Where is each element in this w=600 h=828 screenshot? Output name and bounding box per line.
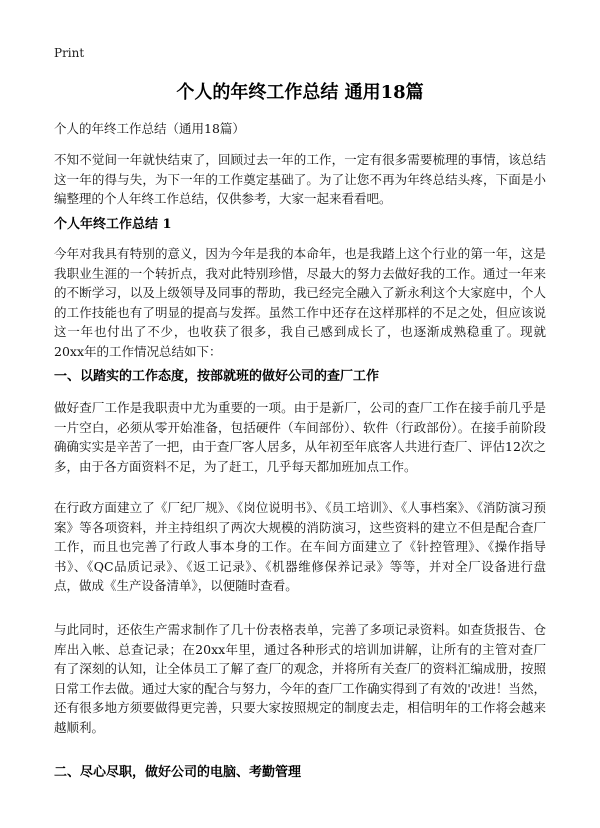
paragraph-3: 在行政方面建立了《厂纪厂规》、《岗位说明书》、《员工培训》、《人事档案》、《消防演习预案》等各项资料，并主持组织了两次大规模的消防演习，这些资料的建立不但是配合查厂工作，而且也完善了行政人事本身的工作。在车间方面建立了《针控管理》、《操作指导书》、《QC品质记录》、《返工记录》、《机器维修保养记录》等等，并对全厂设备进行盘点，做成《生产设备清单》，以便随时查看。: [54, 500, 546, 593]
paragraph-2: 做好查厂工作是我职责中尤为重要的一项。由于是新厂，公司的查厂工作在接手前几乎是一片空白，必须从零开始准备，包括硬件（车间部份）、软件（行政部份）。在接手前阶段确确实实是辛苦了一把，由于查厂客人居多，从年初至年底客人共进行查厂、评估12次之多，由于各方面资料不足，为了赶工，几乎每天都加班加点工作。: [54, 400, 546, 474]
section-title: 个人年终工作总结 1: [54, 217, 172, 232]
intro-paragraph: 不知不觉间一年就快结束了，回顾过去一年的工作，一定有很多需要梳理的事情，该总结这一年的得与失，为下一年的工作奠定基础了。为了让您不再为年终总结头疼，下面是小编整理的个人年终工作总结，仅供参考，大家一起来看看吧。: [54, 152, 546, 206]
document-subtitle: 个人的年终工作总结（通用18篇）: [54, 121, 245, 136]
heading-1: 一、以踏实的工作态度，按部就班的做好公司的查厂工作: [54, 369, 380, 384]
page-title: 个人的年终工作总结 通用18篇: [176, 82, 424, 103]
print-link[interactable]: Print: [54, 46, 85, 60]
paragraph-1: 今年对我具有特别的意义，因为今年是我的本命年，也是我踏上这个行业的第一年，这是我职业生涯的一个转折点，我对此特别珍惜，尽最大的努力去做好我的工作。通过一年来的不断学习，以及上级领导及同事的帮助，我已经完全融入了新永利这个大家庭中，个人的工作技能也有了明显的提高与发挥。虽然工作中还存在这样那样的不足之处，但应该说这一年也付出了不少，也收获了很多，我自己感到成长了，也逐渐成熟稳重了。现就20xx年的工作情况总结如下：: [54, 246, 546, 359]
paragraph-4: 与此同时，还依生产需求制作了几十份表格表单，完善了多项记录资料。如查货报告、仓库出入帐、总查记录；在20xx年里，通过各种形式的培训加讲解，让所有的主管对查厂有了深刻的认知，让全体员工了解了查厂的观念，并将所有关查厂的资料汇编成册，按照日常工作去做。通过大家的配合与努力，今年的查厂工作确实得到了有效的'改进！当然，还有很多地方须要做得更完善，只要大家按照规定的制度去走，相信明年的工作将会越来越顺利。: [54, 622, 546, 735]
heading-2: 二、尽心尽职，做好公司的电脑、考勤管理: [54, 765, 302, 780]
